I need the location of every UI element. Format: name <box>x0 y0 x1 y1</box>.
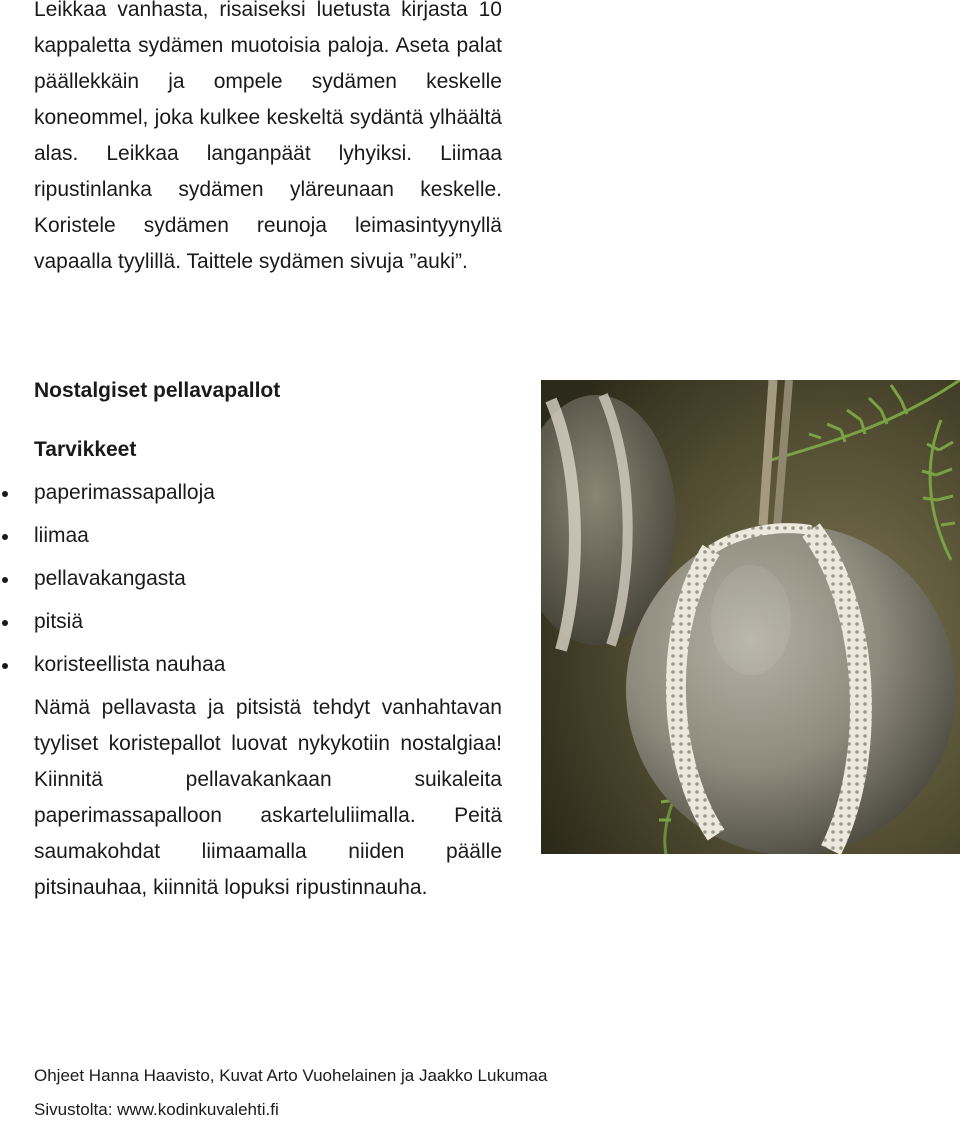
source-link[interactable]: Sivustolta: www.kodinkuvalehti.fi <box>34 1100 279 1119</box>
credits: Ohjeet Hanna Haavisto, Kuvat Arto Vuohelainen ja Jaakko Lukumaa <box>34 1066 548 1085</box>
list-item: pellavakangasta <box>0 564 225 607</box>
ornament-photo <box>541 380 960 854</box>
list-item: liimaa <box>0 521 225 564</box>
instructions-paragraph: Nämä pellavasta ja pitsistä tehdyt vanhahtavan tyyliset koristepallot luovat nykykotiin nostalgiaa! Kiinnitä pellavakankaan suikaleita paperimassapalloon askarteluliimalla. Peitä saumakohdat liimaamalla niiden päälle pitsinauhaa, kiinnitä lopuksi ripustinnauha. <box>34 696 502 899</box>
list-item: paperimassapalloja <box>0 478 225 521</box>
section-title: Nostalgiset pellavapallot <box>34 379 281 402</box>
supplies-list <box>0 478 225 693</box>
intro-paragraph: Leikkaa vanhasta, risaiseksi luetusta kirjasta 10 kappaletta sydämen muotoisia paloja. Aseta palat päällekkäin ja ompele sydämen keskelle koneommel, joka kulkee keskeltä sydäntä ylhäältä alas. Leikkaa langanpäät lyhyiksi. Liimaa ripustinlanka sydämen yläreunaan keskelle. Koristele sydämen reunoja leimasintyynyllä vapaalla tyylillä. Taittele sydämen sivuja ”auki”. <box>34 0 502 273</box>
supplies-heading: Tarvikkeet <box>34 438 137 461</box>
list-item: pitsiä <box>0 607 225 650</box>
list-item: koristeellista nauhaa <box>0 650 225 693</box>
